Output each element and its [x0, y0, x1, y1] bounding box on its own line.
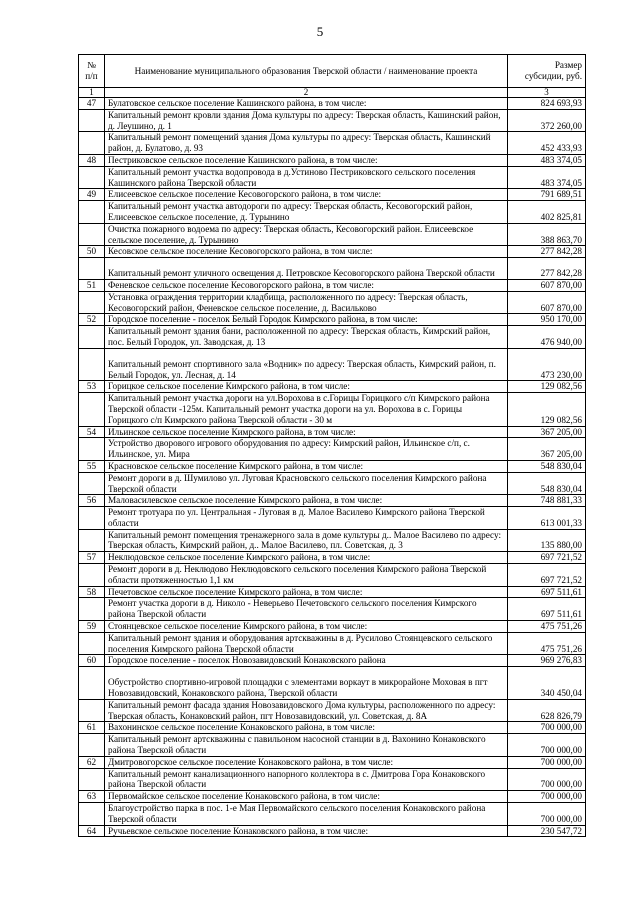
row-number: [79, 223, 105, 246]
row-amount: 367 205,00: [508, 438, 586, 461]
row-name: Городское поселение - поселок Белый Городок Кимрского района, в том числе:: [105, 314, 508, 326]
row-amount: 548 830,04: [508, 460, 586, 472]
row-amount: 277 842,28: [508, 246, 586, 258]
row-amount: 372 260,00: [508, 109, 586, 132]
row-name: Обустройство спортивно-игровой площадки с элементами воркаут в микрорайоне Моховая в пгт Новозавидовский, Конаковского района, Тверской области: [105, 667, 508, 700]
row-name: Ремонт дороги в д. Неклюдово Неклюдовского сельского поселения Кимрского района Тверской области протяженностью 1,1 км: [105, 564, 508, 587]
row-amount: 129 082,56: [508, 381, 586, 393]
row-number: [79, 258, 105, 280]
row-amount: 700 000,00: [508, 734, 586, 757]
row-amount: 340 450,04: [508, 667, 586, 700]
table-row: [79, 326, 586, 349]
row-number: [79, 326, 105, 349]
row-number: 56: [79, 495, 105, 507]
row-name: Капитальный ремонт артскважины с павильоном насосной станции в д. Вахонино Конаковского района Тверской области: [105, 734, 508, 757]
row-amount: 824 693,93: [508, 98, 586, 110]
table-row: [79, 258, 586, 280]
row-amount: 607 870,00: [508, 291, 586, 314]
header-amount: [508, 55, 586, 88]
row-number: 62: [79, 756, 105, 768]
row-number: 50: [79, 246, 105, 258]
row-number: 64: [79, 825, 105, 837]
row-number: 61: [79, 722, 105, 734]
row-amount: 969 276,83: [508, 655, 586, 667]
table-row: [79, 314, 586, 326]
table-row: [79, 768, 586, 791]
row-amount: 700 000,00: [508, 768, 586, 791]
row-amount: 483 374,05: [508, 154, 586, 166]
row-amount: 700 000,00: [508, 722, 586, 734]
row-amount: 473 230,00: [508, 348, 586, 381]
table-row: [79, 529, 586, 552]
row-name: Печетовское сельское поселение Кимрского района, в том числе:: [105, 586, 508, 598]
row-name: Городское поселение - поселок Новозавидовский Конаковского района: [105, 655, 508, 667]
table-row: [79, 189, 586, 201]
table-row: [79, 348, 586, 381]
table-row: [79, 132, 586, 155]
header-row: [79, 55, 586, 88]
table-row: [79, 825, 586, 837]
row-number: [79, 291, 105, 314]
row-amount: 700 000,00: [508, 756, 586, 768]
row-name: Ремонт участка дороги в д. Николо - Неверьево Печетовского сельского поселения Кимрского района Тверской области: [105, 598, 508, 621]
row-amount: 697 511,61: [508, 598, 586, 621]
table-row: [79, 734, 586, 757]
row-name: Стоянцевское сельское поселение Кимрского района, в том числе:: [105, 621, 508, 633]
row-amount: 950 170,00: [508, 314, 586, 326]
row-amount: 697 511,61: [508, 586, 586, 598]
row-number: [79, 699, 105, 722]
row-name: Благоустройство парка в пос. 1-е Мая Первомайского сельского поселения Конаковского района Тверской области: [105, 803, 508, 826]
row-number: [79, 472, 105, 495]
table-row: [79, 495, 586, 507]
row-name: Елисеевское сельское поселение Кесовогорского района, в том числе:: [105, 189, 508, 201]
table-row: [79, 201, 586, 224]
column-index: 3: [508, 88, 586, 98]
row-number: [79, 598, 105, 621]
column-index: 2: [105, 88, 508, 98]
row-amount: 388 863,70: [508, 223, 586, 246]
row-amount: 697 721,52: [508, 564, 586, 587]
row-name: Капитальный ремонт спортивного зала «Водник» по адресу: Тверская область, Кимрский район, п. Белый Городок, ул. Лесная, д. 14: [105, 348, 508, 381]
row-name: Капитальный ремонт кровли здания Дома культуры по адресу: Тверская область, Кашинский район, д. Леушино, д. 1: [105, 109, 508, 132]
row-name: Капитальный ремонт фасада здания Новозавидовского Дома культуры, расположенного по адресу: Тверская область, Конаковский район, пгт Новозавидовский, ул. Советская, д. 8А: [105, 699, 508, 722]
row-amount: 230 547,72: [508, 825, 586, 837]
table-row: [79, 291, 586, 314]
row-amount: 277 842,28: [508, 258, 586, 280]
table-row: [79, 166, 586, 189]
table-row: [79, 279, 586, 291]
table-row: [79, 552, 586, 564]
row-name: Капитальный ремонт здания бани, расположенной по адресу: Тверская область, Кимрский район, пос. Белый Городок, ул. Заводская, д. 13: [105, 326, 508, 349]
row-name: Капитальный ремонт канализационного напорного коллектора в с. Дмитрова Гора Конаковского района Тверской области: [105, 768, 508, 791]
table-row: [79, 756, 586, 768]
row-number: [79, 768, 105, 791]
row-number: [79, 803, 105, 826]
row-name: Первомайское сельское поселение Конаковского района, в том числе:: [105, 791, 508, 803]
row-name: Вахонинское сельское поселение Конаковского района, в том числе:: [105, 722, 508, 734]
row-number: 51: [79, 279, 105, 291]
row-number: 47: [79, 98, 105, 110]
row-amount: 476 940,00: [508, 326, 586, 349]
row-name: Установка ограждения территории кладбища, расположенного по адресу: Тверская область, Кесовогорский район, Феневское сельское поселение, д. Васильково: [105, 291, 508, 314]
subsidy-table-wrapper: [78, 54, 586, 837]
row-number: 49: [79, 189, 105, 201]
row-number: [79, 348, 105, 381]
row-amount: 607 870,00: [508, 279, 586, 291]
table-row: [79, 460, 586, 472]
row-name: Маловасилевское сельское поселение Кимрского района, в том числе:: [105, 495, 508, 507]
header-amount-line2: субсидии, руб.: [524, 71, 582, 81]
row-name: Капитальный ремонт участка автодороги по адресу: Тверская область, Кесовогорский район, Елисеевское сельское поселение, д. Турынино: [105, 201, 508, 224]
row-amount: 697 721,52: [508, 552, 586, 564]
table-row: [79, 98, 586, 110]
row-number: 55: [79, 460, 105, 472]
row-name: Капитальный ремонт здания и оборудования артскважины в д. Русилово Стоянцевского сельского поселения Кимрского района Тверской области: [105, 632, 508, 655]
row-name: Капитальный ремонт помещений здания Дома культуры по адресу: Тверская область, Кашинский район, д. Булатово, д. 93: [105, 132, 508, 155]
row-name: Неклюдовское сельское поселение Кимрского района, в том числе:: [105, 552, 508, 564]
row-number: [79, 667, 105, 700]
row-name: Феневское сельское поселение Кесовогорского района, в том числе:: [105, 279, 508, 291]
row-amount: 452 433,93: [508, 132, 586, 155]
row-number: [79, 201, 105, 224]
table-row: [79, 586, 586, 598]
row-number: 63: [79, 791, 105, 803]
row-amount: 483 374,05: [508, 166, 586, 189]
table-row: [79, 803, 586, 826]
table-row: [79, 154, 586, 166]
row-number: 58: [79, 586, 105, 598]
table-row: [79, 426, 586, 438]
page-number: 5: [316, 24, 324, 39]
table-row: [79, 722, 586, 734]
row-number: [79, 109, 105, 132]
row-number: 48: [79, 154, 105, 166]
row-number: [79, 507, 105, 530]
header-amount-line1: Размер: [554, 60, 582, 71]
row-name: Ильинское сельское поселение Кимрского района, в том числе:: [105, 426, 508, 438]
table-row: [79, 393, 586, 426]
header-num-line1: №: [87, 60, 96, 71]
table-row: [79, 507, 586, 530]
row-number: [79, 734, 105, 757]
row-amount: 367 205,00: [508, 426, 586, 438]
row-name: Ремонт дороги в д. Шумилово ул. Луговая Красновского сельского поселения Кимрского района Тверской области: [105, 472, 508, 495]
table-body: [79, 98, 586, 837]
row-number: 60: [79, 655, 105, 667]
row-name: Ручьевское сельское поселение Конаковского района, в том числе:: [105, 825, 508, 837]
row-number: 53: [79, 381, 105, 393]
row-amount: 700 000,00: [508, 791, 586, 803]
row-name: Капитальный ремонт участка водопровода в д.Устиново Пестриковского сельского поселения Кашинского района Тверской области: [105, 166, 508, 189]
row-name: Пестриковское сельское поселение Кашинского района, в том числе:: [105, 154, 508, 166]
row-amount: 548 830,04: [508, 472, 586, 495]
row-name: Булатовское сельское поселение Кашинского района, в том числе:: [105, 98, 508, 110]
row-number: [79, 132, 105, 155]
row-name: Дмитровогорское сельское поселение Конаковского района, в том числе:: [105, 756, 508, 768]
header-num-line2: п/п: [85, 71, 98, 81]
row-name: Капитальный ремонт помещения тренажерного зала в доме культуры д.. Малое Василево по адресу: Тверская область, Кимрский район, д.. Малое Василево, пл. Советская, д. 3: [105, 529, 508, 552]
row-amount: 628 826,79: [508, 699, 586, 722]
table-row: [79, 655, 586, 667]
row-amount: 135 880,00: [508, 529, 586, 552]
row-number: 52: [79, 314, 105, 326]
row-amount: 613 001,33: [508, 507, 586, 530]
column-index-row: [79, 88, 586, 98]
row-name: Очистка пожарного водоема по адресу: Тверская область, Кесовогорский район. Елисеевское сельское поселение, д. Турынино: [105, 223, 508, 246]
row-name: Устройство дворового игрового оборудования по адресу: Кимрский район, Ильинское с/п, с. Ильинское, ул. Мира: [105, 438, 508, 461]
row-amount: 475 751,26: [508, 621, 586, 633]
row-amount: 402 825,81: [508, 201, 586, 224]
table-row: [79, 246, 586, 258]
row-name: Горицкое сельское поселение Кимрского района, в том числе:: [105, 381, 508, 393]
row-amount: 748 881,33: [508, 495, 586, 507]
subsidy-table: [78, 54, 586, 837]
row-name: Капитальный ремонт уличного освещения д. Петровское Кесовогорского района Тверской области: [105, 258, 508, 280]
table-row: [79, 699, 586, 722]
table-row: [79, 632, 586, 655]
table-row: [79, 109, 586, 132]
row-number: [79, 529, 105, 552]
header-name: Наименование муниципального образования Тверской области / наименование проекта: [105, 55, 508, 88]
table-row: [79, 223, 586, 246]
table-row: [79, 564, 586, 587]
row-name: Ремонт тротуара по ул. Центральная - Луговая в д. Малое Василево Кимрского района Тверской области: [105, 507, 508, 530]
column-index: 1: [79, 88, 105, 98]
row-amount: 700 000,00: [508, 803, 586, 826]
row-amount: 791 689,51: [508, 189, 586, 201]
table-row: [79, 598, 586, 621]
table-row: [79, 438, 586, 461]
table-row: [79, 621, 586, 633]
row-number: [79, 166, 105, 189]
row-number: 57: [79, 552, 105, 564]
row-number: [79, 393, 105, 426]
row-number: [79, 438, 105, 461]
table-row: [79, 472, 586, 495]
row-number: 54: [79, 426, 105, 438]
row-number: [79, 632, 105, 655]
row-amount: 129 082,56: [508, 393, 586, 426]
header-num: [79, 55, 105, 88]
row-number: 59: [79, 621, 105, 633]
row-name: Капитальный ремонт участка дороги на ул.Ворохова в с.Горицы Горицкого с/п Кимрского района Тверской области -125м. Капитальный ремонт участка дороги на ул. Ворохова в с. Горицы Горицкого с/п Кимрского района Тверской области - 30 м: [105, 393, 508, 426]
row-amount: 475 751,26: [508, 632, 586, 655]
table-row: [79, 381, 586, 393]
table-header: [79, 55, 586, 98]
row-number: [79, 564, 105, 587]
row-name: Кесовское сельское поселение Кесовогорского района, в том числе:: [105, 246, 508, 258]
table-row: [79, 791, 586, 803]
table-row: [79, 667, 586, 700]
row-name: Красновское сельское поселение Кимрского района, в том числе:: [105, 460, 508, 472]
